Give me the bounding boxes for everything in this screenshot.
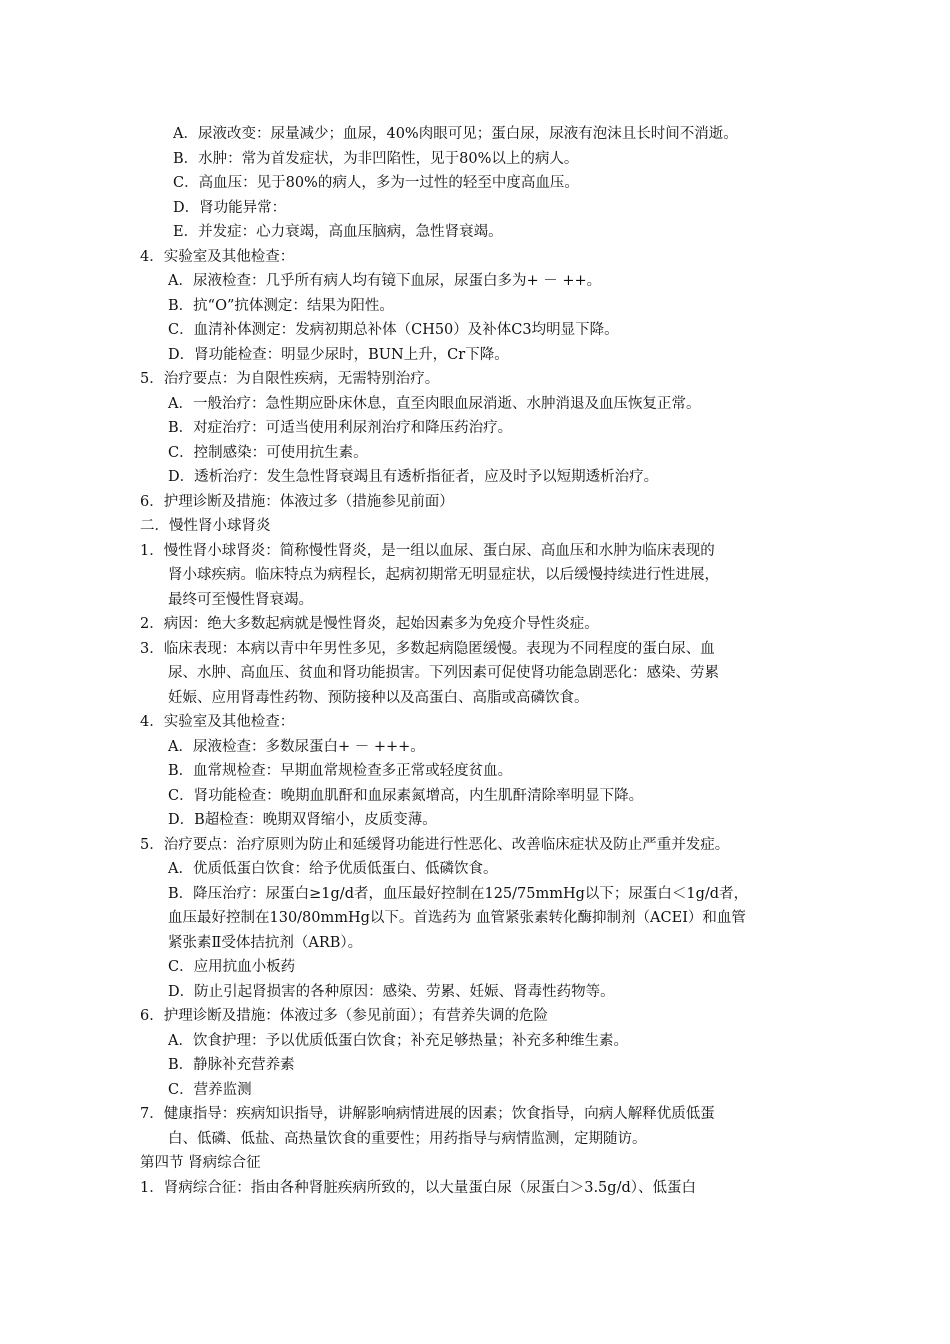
text-line: C．控制感染：可使用抗生素。 xyxy=(168,444,368,461)
text-line: B．降压治疗：尿蛋白≥1g/d者，血压最好控制在125/75mmHg以下；尿蛋白＜1g/d者， xyxy=(168,885,749,902)
text-line: 肾小球疾病。临床特点为病程长，起病初期常无明显症状，以后缓慢持续进行性进展， xyxy=(168,567,719,583)
text-line: C．营养监测 xyxy=(168,1081,252,1098)
document-body xyxy=(140,122,830,1200)
text-line: B．静脉补充营养素 xyxy=(168,1057,295,1073)
text-line: C．应用抗血小板药 xyxy=(168,959,296,975)
text-line: C．高血压：见于80%的病人，多为一过性的轻至中度高血压。 xyxy=(173,175,579,191)
text-line: 最终可至慢性肾衰竭。 xyxy=(168,591,313,608)
text-line: D．透析治疗：发生急性肾衰竭且有透析指征者，应及时予以短期透析治疗。 xyxy=(168,469,659,485)
text-line: 血压最好控制在130/80mmHg以下。首选药为 血管紧张素转化酶抑制剂（ACEI）和血管 xyxy=(168,910,746,926)
text-line: 紧张素Ⅱ受体拮抗剂（ARB）。 xyxy=(168,934,363,951)
text-line: B．对症治疗：可适当使用利尿剂治疗和降压药治疗。 xyxy=(168,420,513,436)
text-line: 1．肾病综合征：指由各种肾脏疾病所致的，以大量蛋白尿（尿蛋白＞3.5g/d）、低蛋白 xyxy=(140,1179,696,1196)
text-line: D．肾功能异常： xyxy=(173,199,287,216)
text-line: D．防止引起肾损害的各种原因：感染、劳累、妊娠、肾毒性药物等。 xyxy=(168,983,615,1000)
text-line: A．一般治疗：急性期应卧床休息，直至肉眼血尿消逝、水肿消退及血压恢复正常。 xyxy=(168,395,701,412)
text-line: A．尿液检查：多数尿蛋白+ － +++。 xyxy=(168,738,425,755)
text-line: 第四节 肾病综合征 xyxy=(140,1155,261,1171)
text-line: A．尿液改变：尿量减少；血尿，40%肉眼可见；蛋白尿，尿液有泡沫且长时间不消逝。 xyxy=(173,126,738,142)
text-line: 4．实验室及其他检查： xyxy=(140,714,295,730)
text-line: A．尿液检查：几乎所有病人均有镜下血尿，尿蛋白多为+ － ++。 xyxy=(168,273,602,289)
text-line: B．抗“O”抗体测定：结果为阳性。 xyxy=(168,297,394,314)
text-line: 7．健康指导：疾病知识指导，讲解影响病情进展的因素；饮食指导，向病人解释优质低蛋 xyxy=(140,1106,715,1122)
text-line: D．B超检查：晚期双肾缩小，皮质变薄。 xyxy=(168,812,437,828)
text-line: 5．治疗要点：为自限性疾病，无需特别治疗。 xyxy=(140,371,440,387)
text-line: 白、低磷、低盐、高热量饮食的重要性；用药指导与病情监测，定期随访。 xyxy=(168,1130,647,1147)
text-line: 二．慢性肾小球肾炎 xyxy=(140,518,271,534)
text-line: 5．治疗要点：治疗原则为防止和延缓肾功能进行性恶化、改善临床症状及防止严重并发症。 xyxy=(140,836,730,853)
text-line: 4．实验室及其他检查： xyxy=(140,248,295,265)
text-line: 3．临床表现：本病以青中年男性多见，多数起病隐匿缓慢。表现为不同程度的蛋白尿、血 xyxy=(140,640,715,657)
text-line: 6．护理诊断及措施：体液过多（措施参见前面） xyxy=(140,493,454,510)
text-line: 妊娠、应用肾毒性药物、预防接种以及高蛋白、高脂或高磷饮食。 xyxy=(168,689,589,706)
text-line: A．饮食护理：予以优质低蛋白饮食；补充足够热量；补充多种维生素。 xyxy=(168,1032,628,1049)
text-line: C．肾功能检查：晚期血肌酐和血尿素氮增高，内生肌酐清除率明显下降。 xyxy=(168,787,644,804)
text-line: D．肾功能检查：明显少尿时，BUN上升，Cr下降。 xyxy=(168,346,509,363)
text-line: 1．慢性肾小球肾炎：简称慢性肾炎，是一组以血尿、蛋白尿、高血压和水肿为临床表现的 xyxy=(140,542,715,559)
text-line: 尿、水肿、高血压、贫血和肾功能损害。下列因素可促使肾功能急剧恶化：感染、劳累 xyxy=(168,665,719,681)
text-line: B．血常规检查：早期血常规检查多正常或轻度贫血。 xyxy=(168,763,513,779)
text-line: E．并发症：心力衰竭，高血压脑病，急性肾衰竭。 xyxy=(173,224,503,240)
text-line: C．血清补体测定：发病初期总补体（CH50）及补体C3均明显下降。 xyxy=(168,322,619,338)
text-line: A．优质低蛋白饮食：给予优质低蛋白、低磷饮食。 xyxy=(168,861,498,877)
text-line: 2．病因：绝大多数起病就是慢性肾炎，起始因素多为免疫介导性炎症。 xyxy=(140,616,599,632)
text-line: B．水肿：常为首发症状，为非凹陷性，见于80%以上的病人。 xyxy=(173,150,579,167)
text-line: 6．护理诊断及措施：体液过多（参见前面）；有营养失调的危险 xyxy=(140,1008,548,1024)
